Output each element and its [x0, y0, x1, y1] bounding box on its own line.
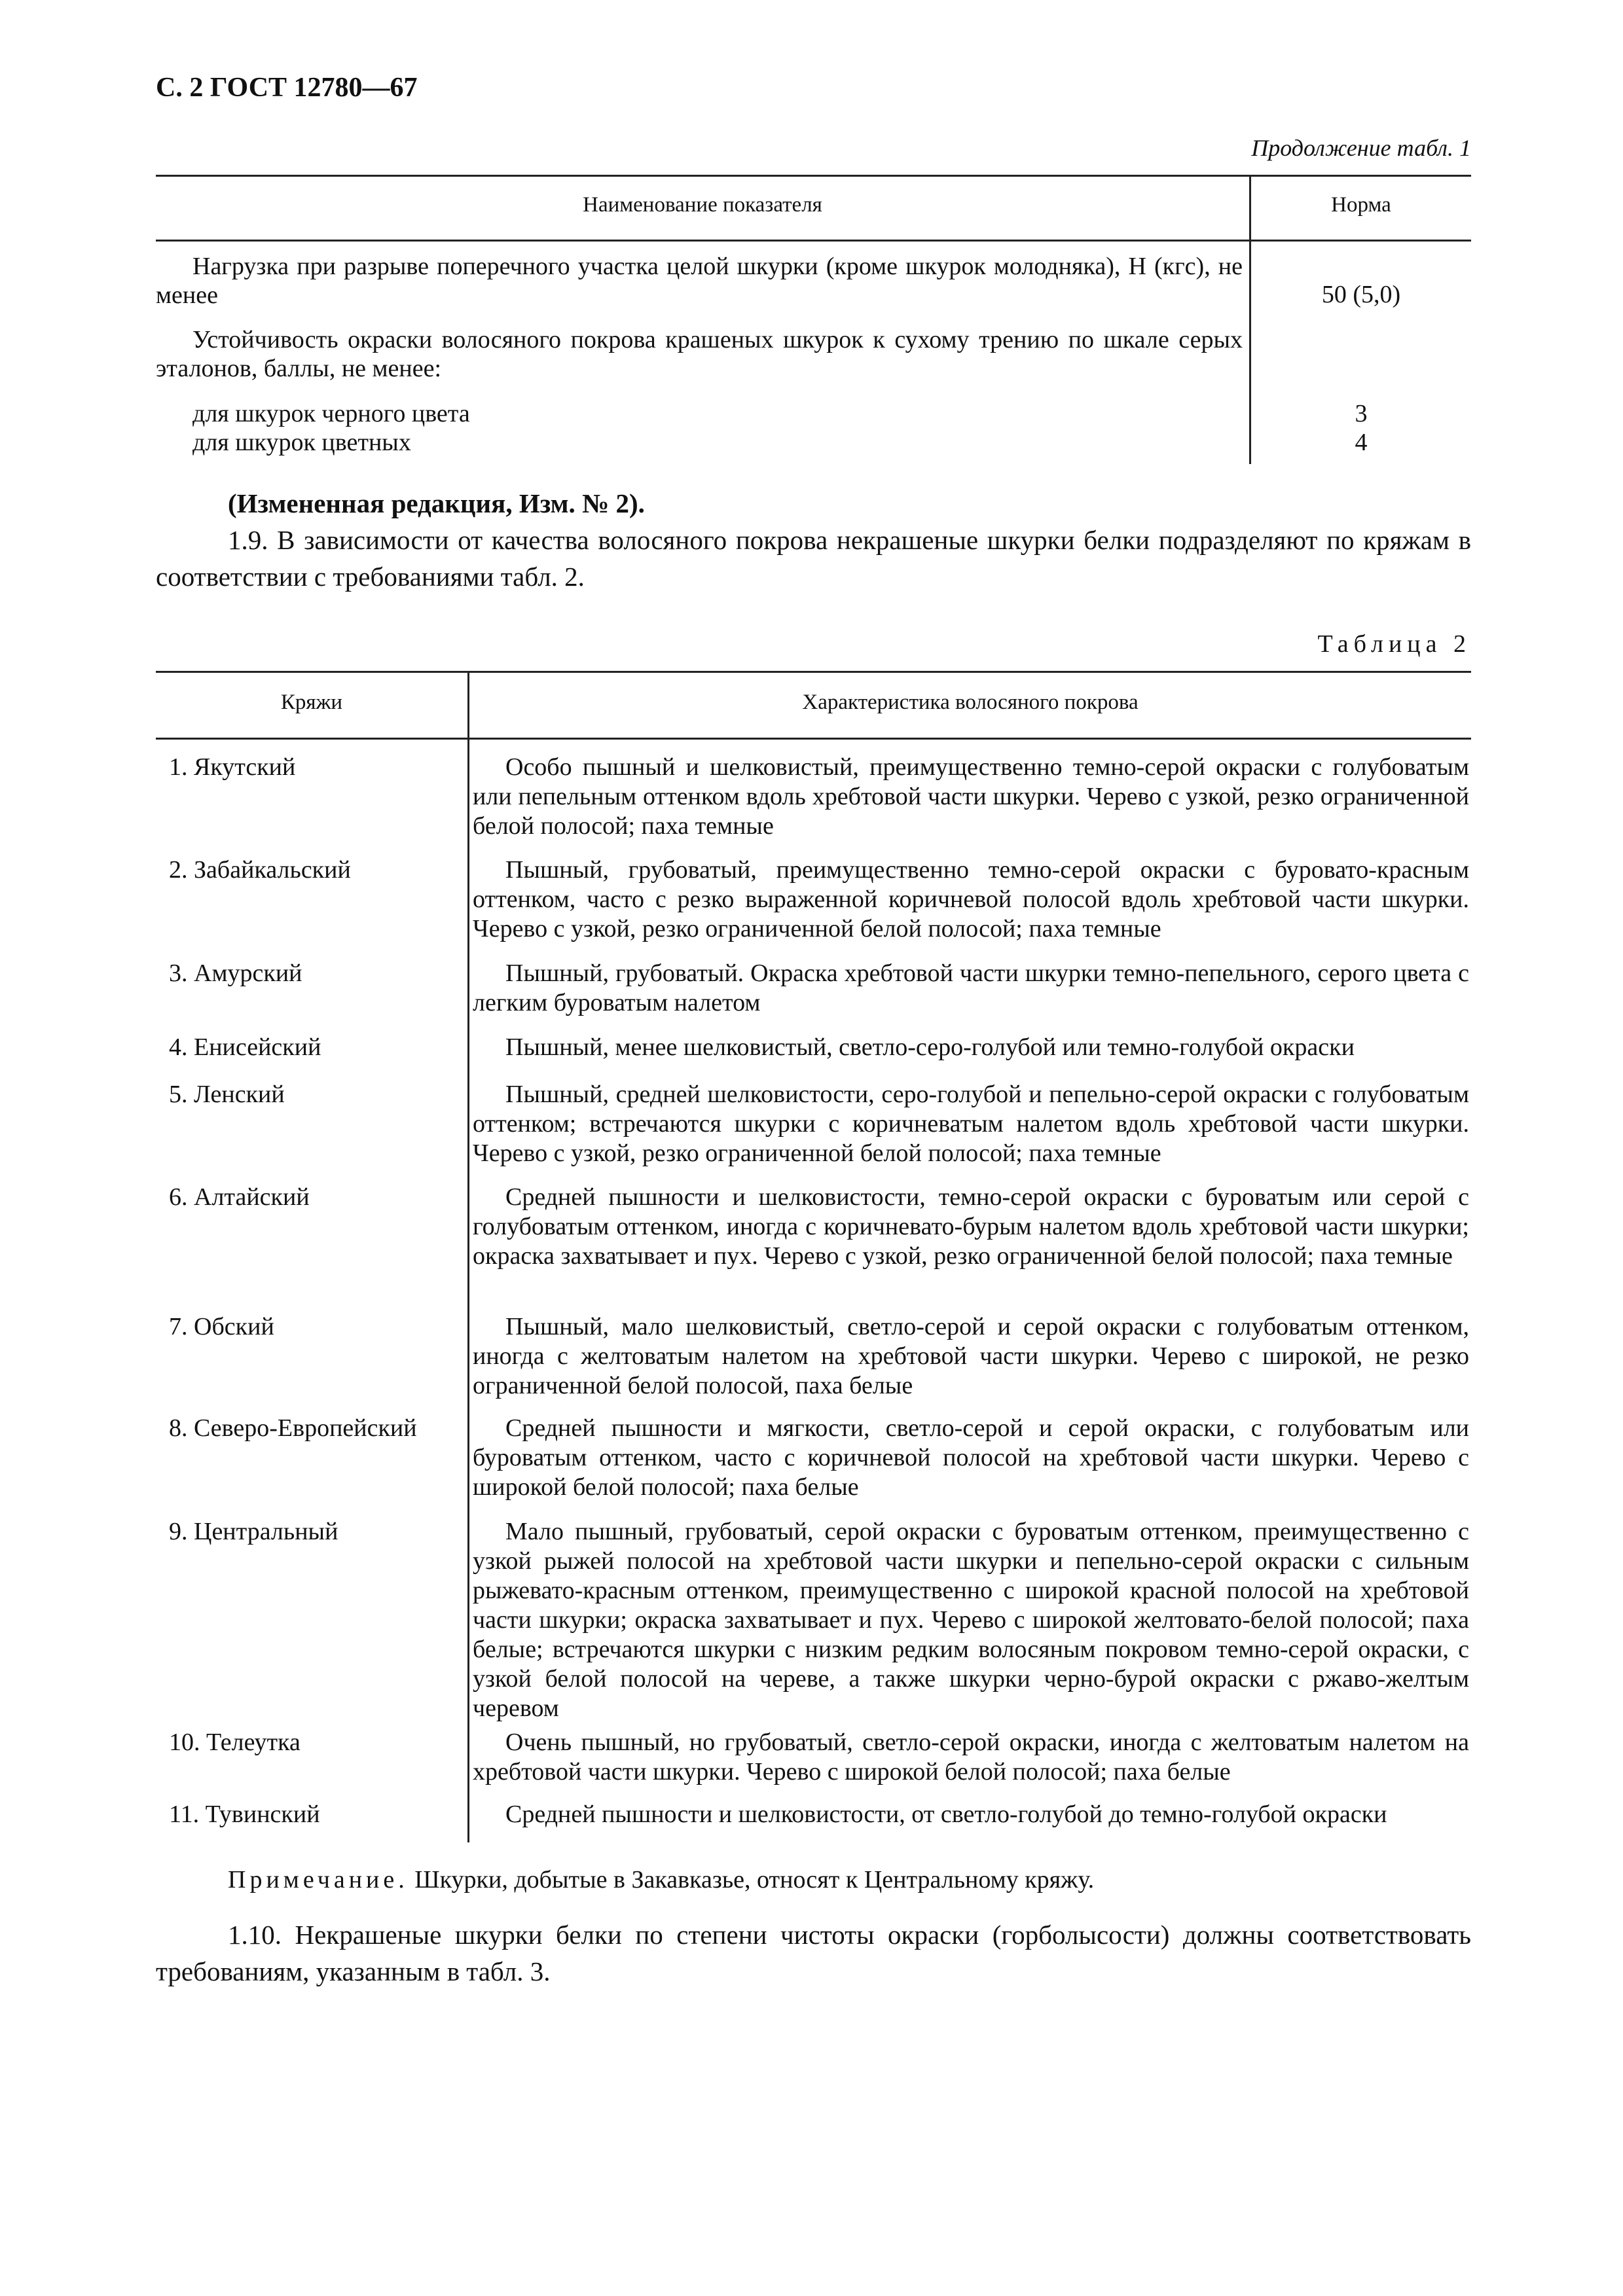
table-2-row-description: Особо пышный и шелковистый, преимущественно темно-серой окраски с голубоватым или пепельным оттенком вдоль хребтовой части шкурки. Черево с узкой, резко ограниченной белой полосой; паха темные — [473, 753, 1469, 840]
table-1-top-rule — [156, 175, 1471, 177]
table-2-row-name: 3. Амурский — [169, 960, 302, 987]
table-2-row-description: Средней пышности и шелковистости, от светло-голубой до темно-голубой окраски — [505, 1801, 1387, 1828]
table-1-row-value: 3 — [1355, 400, 1368, 427]
table-2-row-name: 10. Телеутка — [169, 1729, 301, 1756]
table-1-column-header-norm: Норма — [1331, 193, 1391, 217]
table-1-column-header-indicator: Наименование показателя — [583, 193, 822, 217]
paragraph-1-9: 1.9. В зависимости от качества волосяного покрова некрашеные шкурки белки подразделяют по кряжам в соответствии с требованиями табл. 2. — [156, 525, 1471, 592]
table-2-row-description: Средней пышности и мягкости, светло-серой и серой окраски, с голубоватым или буроватым оттенком, часто с коричневой полосой на хребтовой части шкурки. Черево с широкой белой полосой; паха белые — [473, 1414, 1469, 1501]
table-2-row-description: Пышный, средней шелковистости, серо-голубой и пепельно-серой окраски с голубоватым оттенком; встречаются шкурки с коричневатым налетом вдоль хребтовой части шкурки. Черево с узкой, резко ограниченной белой полосой; паха темные — [473, 1081, 1469, 1167]
table-2-row-description: Пышный, грубоватый. Окраска хребтовой части шкурки темно-пепельного, серого цвета с легким буроватым налетом — [473, 960, 1469, 1016]
table-2-row-description: Пышный, мало шелковистый, светло-серой и серой окраски с голубоватым оттенком, иногда с желтоватым налетом на хребтовой части шкурки. Черево с широкой, не резко ограниченной белой полосой, паха белые — [473, 1313, 1469, 1399]
table-2-row-description: Средней пышности и шелковистости, темно-серой окраски с буроватым или серой с голубоватым оттенком, иногда с коричневато-бурым налетом вдоль хребтовой части шкурки; окраска захватывает и пух. Черево с узкой, резко ограниченной белой полосой; паха темные — [473, 1183, 1469, 1270]
table-2-row-name: 9. Центральный — [169, 1518, 338, 1545]
table-2-row-description: Пышный, грубоватый, преимущественно темно-серой окраски с буровато-красным оттенком, часто с резко выраженной коричневой полосой вдоль хребтовой части шкурки. Черево с узкой, резко ограниченной белой полосой; паха темные — [473, 856, 1469, 942]
table-2-caption: Таблица 2 — [1317, 630, 1471, 658]
table-2-row-name: 2. Забайкальский — [169, 856, 351, 884]
table-1-row-value: 4 — [1355, 429, 1368, 456]
table-1-row-value: 50 (5,0) — [1321, 281, 1401, 308]
table-2-row-name: 1. Якутский — [169, 753, 296, 781]
amendment-note: (Измененная редакция, Изм. № 2). — [228, 488, 645, 518]
table-1-row-text: Устойчивость окраски волосяного покрова крашеных шкурок к сухому трению по шкале серых эталонов, баллы, не менее: — [156, 326, 1243, 382]
table-2-row-name: 8. Северо-Европейский — [169, 1414, 417, 1442]
page-header: С. 2 ГОСТ 12780—67 — [156, 73, 418, 103]
note-text: Шкурки, добытые в Закавказье, относят к Центральному кряжу. — [414, 1866, 1095, 1893]
table-2-top-rule — [156, 671, 1471, 673]
paragraph-1-10: 1.10. Некрашеные шкурки белки по степени чистоты окраски (горболысости) должны соответствовать требованиям, указанным в табл. 3. — [156, 1920, 1471, 1986]
table-2-note — [228, 1865, 1094, 1894]
table-1-row-text: для шкурок цветных — [192, 429, 411, 456]
table-1-row-text: для шкурок черного цвета — [192, 400, 470, 427]
table-continuation-label: Продолжение табл. 1 — [1251, 135, 1471, 161]
table-2-row-name: 7. Обский — [169, 1313, 274, 1340]
table-2-column-divider — [467, 671, 469, 1842]
table-2-row-description: Пышный, менее шелковистый, светло-серо-голубой или темно-голубой окраски — [505, 1033, 1355, 1061]
table-2-row-name: 11. Тувинский — [169, 1801, 320, 1828]
table-2-row-description: Мало пышный, грубоватый, серой окраски с буроватым оттенком, преимущественно с узкой рыжей полосой на хребтовой части шкурки и пепельно-серой окраски с сильным рыжевато-красным оттенком, преимущественно с широкой красной полосой на хребтовой части шкурки; окраска захватывает и пух. Черево с широкой желтовато-белой полосой; паха белые; встречаются шкурки с низким редким волосяным покровом темно-серой окраски, с узкой белой полосой на череве, а также шкурки черно-бурой окраски с ржаво-желтым черевом — [473, 1518, 1469, 1722]
table-2-row-name: 4. Енисейский — [169, 1033, 321, 1061]
table-2-row-description: Очень пышный, но грубоватый, светло-серой окраски, иногда с желтоватым налетом на хребтовой части шкурки. Черево с широкой белой полосой; паха белые — [473, 1729, 1469, 1785]
table-1-header-rule — [156, 240, 1471, 242]
table-1-row-text: Нагрузка при разрыве поперечного участка целой шкурки (кроме шкурок молодняка), Н (кгс), не менее — [156, 253, 1243, 309]
table-2-column-header-description: Характеристика волосяного покрова — [802, 691, 1139, 714]
table-2-header-rule — [156, 738, 1471, 740]
table-2-row-name: 6. Алтайский — [169, 1183, 310, 1211]
note-label: Примечание. — [228, 1866, 409, 1893]
table-2-column-header-region: Кряжи — [280, 691, 343, 714]
table-2-row-name: 5. Ленский — [169, 1081, 285, 1108]
